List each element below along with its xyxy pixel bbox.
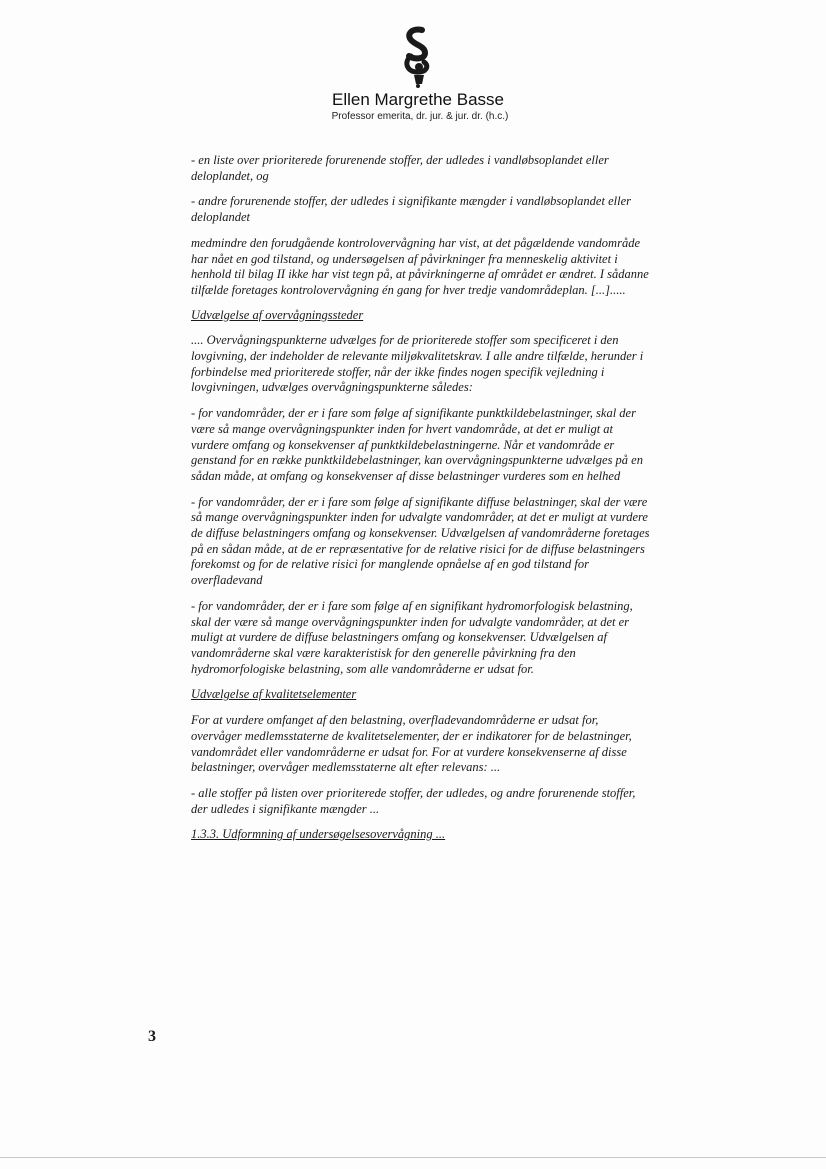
document-body: [191, 153, 651, 853]
list-item: - andre forurenende stoffer, der udledes i signifikante mængder i vandløbsoplandet eller deloplandet: [191, 194, 631, 225]
list-item: - alle stoffer på listen over prioriterede stoffer, der udledes, og andre forurenende stoffer, der udledes i signifikante mængder ...: [191, 785, 636, 816]
monogram-logo-icon: [398, 26, 438, 88]
author-name: Ellen Margrethe Basse: [332, 90, 504, 109]
list-item: - for vandområder, der er i fare som følge af en signifikant hydromorfologisk belastning, skal der være så mange overvågningspunkter inden for udvalgte vandområder, at det er muligt at vurdere de diffuse belastningers omfang og konsekvenser. Udvælgelsen af vandområderne skal være karakteristisk for den generelle påvirkning fra den hydromorfologiske belastning, som alle vandområderne er udsat for.: [191, 598, 633, 676]
list-item: - for vandområder, der er i fare som følge af signifikante diffuse belastninger, skal der være så mange overvågningspunkter inden for udvalgte vandområder, at det er muligt at vurdere de diffuse belastningers omfang og konsekvenser. Udvælgelsen af vandområderne foretages på en sådan måde, at de er repræsentative for de relative risici for de diffuse belastningers forekomst og for de relative risici for manglende opnåelse af en god tilstand for overfladevand: [191, 494, 650, 588]
page-number: 3: [148, 1028, 156, 1045]
section-heading: Udvælgelse af overvågningssteder: [191, 307, 364, 322]
paragraph: For at vurdere omfanget af den belastning, overfladevandområderne er udsat for, overvåger medlemsstaterne de kvalitetselementer, der er indikatorer for de belastninger, vandområdet eller vandområderne er udsat for. For at vurdere konsekvenserne af disse belastninger, overvåger medlemsstaterne alt efter relevans: ...: [191, 713, 632, 775]
section-heading: Udvælgelse af kvalitetselementer: [191, 687, 357, 702]
author-title: Professor emerita, dr. jur. & jur. dr. (h.c.): [331, 111, 509, 122]
list-item: - for vandområder, der er i fare som følge af signifikante punktkildebelastninger, skal der være så mange overvågningspunkter inden for hvert vandområde, at det er muligt at vurdere omfang og konsekvenser af punktkildebelastningerne. Når et vandområde er genstand for en række punktkildebelastninger, kan overvågningspunkterne udvælges på en sådan måde, at omfang og konsekvenser af disse belastninger vurderes som en helhed: [191, 406, 643, 483]
paragraph: .... Overvågningspunkterne udvælges for de prioriterede stoffer som specificeret i den lovgivning, der indeholder de relevante miljøkvalitetskrav. I alle andre tilfælde, herunder i forbindelse med prioriterede stoffer, når der ikke findes nogen specifik vejledning i lovgivningen, udvælges overvågningspunkterne således:: [191, 333, 644, 395]
list-item: - en liste over prioriterede forurenende stoffer, der udledes i vandløbsoplandet eller deloplandet, og: [191, 153, 609, 183]
page-edge-divider: [0, 1157, 826, 1158]
paragraph: medmindre den forudgående kontrolovervågning har vist, at det pågældende vandområde har nået en god tilstand, og undersøgelsen af påvirkninger fra menneskelig aktivitet i henhold til bilag II ikke har vist tegn på, at påvirkningerne af området er ændret. I sådanne tilfælde foretages kontrolovervågning én gang for hver tredje vandområdeplan. [...].....: [191, 235, 649, 297]
section-heading: 1.3.3. Udformning af undersøgelsesovervågning ...: [191, 827, 446, 842]
